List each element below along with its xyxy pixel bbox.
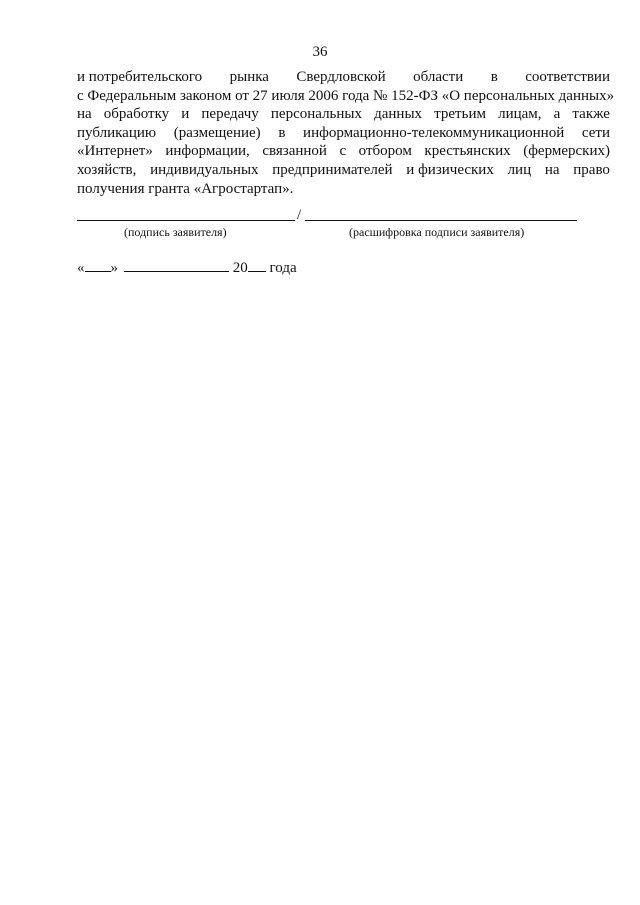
paragraph-word: на: [77, 106, 92, 123]
paragraph-word: области: [413, 69, 464, 85]
paragraph-line: [77, 142, 610, 161]
paragraph-word: третьим: [434, 106, 486, 123]
signature-row: [77, 204, 610, 224]
paragraph-word: (фермерских): [523, 143, 610, 160]
paragraph-word: крестьянских: [424, 143, 511, 160]
paragraph-word: связанной: [262, 143, 327, 160]
paragraph-word: персональных: [270, 106, 362, 123]
consent-paragraph: [77, 68, 615, 198]
paragraph-word: лицам,: [498, 106, 542, 123]
paragraph-word: сети: [581, 124, 610, 141]
page-number: 36: [312, 44, 328, 60]
paragraph-word: публикацию: [77, 124, 157, 141]
signature-transcript-caption: (расшифровка подписи заявителя): [349, 225, 525, 239]
paragraph-word: также: [572, 106, 610, 123]
date-close-quote: »: [110, 260, 118, 276]
paragraph-word: и физических: [406, 161, 494, 178]
paragraph-line: [77, 161, 610, 180]
paragraph-word: рынка: [229, 69, 269, 85]
date-open-quote: «: [77, 260, 85, 276]
paragraph-word: информации,: [165, 143, 250, 160]
date-row: [77, 258, 297, 277]
paragraph-word: лиц: [507, 161, 532, 178]
paragraph-word: отбором: [358, 143, 412, 160]
paragraph-word: «Интернет»: [77, 143, 153, 160]
paragraph-word: в: [490, 69, 498, 85]
signature-caption: (подпись заявителя): [124, 225, 227, 239]
paragraph-word: право: [573, 161, 610, 178]
paragraph-word: и: [181, 106, 190, 123]
signature-line[interactable]: [77, 220, 295, 221]
year-suffix: года: [269, 260, 297, 276]
paragraph-word: и потребительского: [77, 69, 203, 85]
paragraph-word: соответствии: [525, 69, 610, 85]
paragraph-word: в: [278, 124, 286, 141]
paragraph-word: индивидуальных: [150, 161, 259, 178]
paragraph-word: хозяйств,: [77, 161, 137, 178]
signature-separator: /: [297, 207, 302, 223]
year-prefix: 20: [232, 260, 248, 276]
paragraph-word: обработку: [103, 106, 170, 123]
paragraph-word: предпринимателей: [272, 161, 393, 178]
paragraph-word: а: [553, 106, 561, 123]
paragraph-line: [77, 180, 610, 199]
paragraph-line: [77, 105, 610, 124]
paragraph-word: данных: [374, 106, 423, 123]
paragraph-word: с: [339, 143, 347, 160]
month-blank[interactable]: [124, 258, 229, 272]
paragraph-word: получения гранта «Агростартап».: [77, 180, 294, 197]
paragraph-word: Свердловской: [296, 69, 386, 85]
day-blank[interactable]: [85, 258, 111, 272]
paragraph-word: передачу: [201, 106, 259, 123]
paragraph-word: информационно-телекоммуникационной: [303, 124, 565, 141]
year-blank[interactable]: [248, 258, 266, 272]
paragraph-line: [77, 68, 610, 87]
paragraph-word: (размещение): [173, 124, 261, 141]
paragraph-word: с Федеральным законом от 27 июля 2006 года № 152-ФЗ «О персональных данных»: [77, 87, 615, 104]
signature-transcript-line[interactable]: [305, 220, 577, 221]
paragraph-line: [77, 124, 610, 143]
paragraph-word: на: [544, 161, 560, 178]
paragraph-line: [77, 87, 615, 106]
